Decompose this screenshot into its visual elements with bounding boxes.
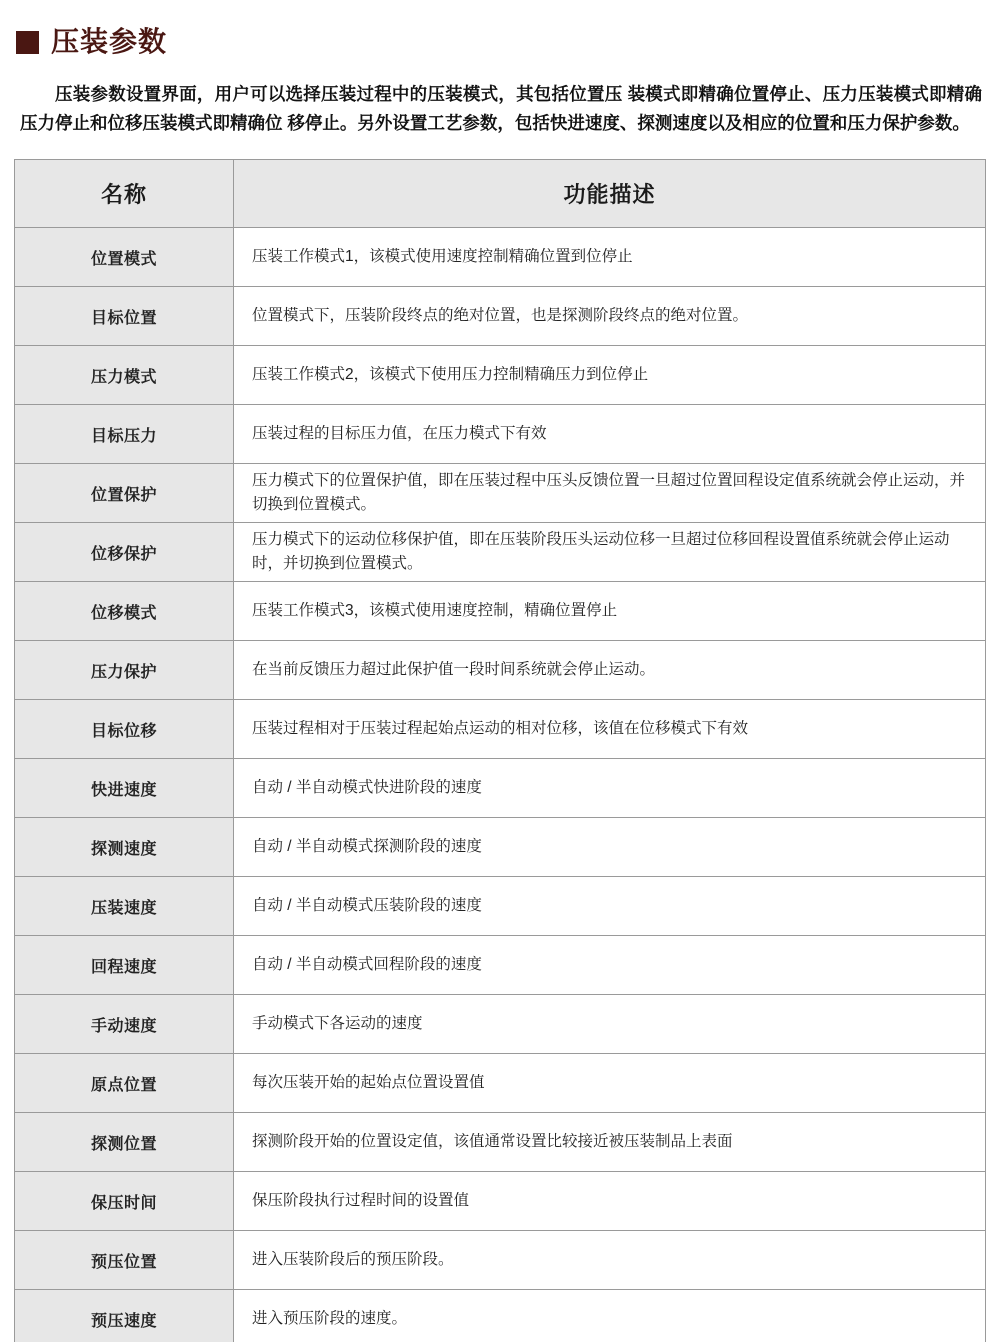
page-title: 压装参数 xyxy=(51,26,168,57)
square-bullet-icon xyxy=(16,31,39,54)
table-row xyxy=(15,228,986,287)
param-description-cell: 压力模式下的位置保护值，即在压装过程中压头反馈位置一旦超过位置回程设定值系统就会停止运动，并切换到位置模式。 xyxy=(234,464,986,523)
param-description-cell: 在当前反馈压力超过此保护值一段时间系统就会停止运动。 xyxy=(234,641,986,700)
param-name-cell: 手动速度 xyxy=(15,995,234,1054)
param-description-cell: 压力模式下的运动位移保护值，即在压装阶段压头运动位移一旦超过位移回程设置值系统就会停止运动时，并切换到位置模式。 xyxy=(234,523,986,582)
param-description-cell: 压装过程的目标压力值，在压力模式下有效 xyxy=(234,405,986,464)
param-description-cell: 进入压装阶段后的预压阶段。 xyxy=(234,1231,986,1290)
param-description-cell: 每次压装开始的起始点位置设置值 xyxy=(234,1054,986,1113)
param-description-cell: 压装工作模式1，该模式使用速度控制精确位置到位停止 xyxy=(234,228,986,287)
param-description-cell: 自动 / 半自动模式快进阶段的速度 xyxy=(234,759,986,818)
table-row xyxy=(15,464,986,523)
parameters-table xyxy=(14,159,986,1342)
param-name-cell: 位移模式 xyxy=(15,582,234,641)
intro-paragraph: 压装参数设置界面，用户可以选择压装过程中的压装模式，其包括位置压 装模式即精确位置停止、压力压装模式即精确压力停止和位移压装模式即精确位 移停止。另外设置工艺参数，包括快进速度、探测速度以及相应的位置和压力保护参数。 xyxy=(20,84,982,133)
param-name-cell: 位置保护 xyxy=(15,464,234,523)
param-name-cell: 位移保护 xyxy=(15,523,234,582)
column-header-name: 名称 xyxy=(15,160,234,228)
param-description-cell: 进入预压阶段的速度。 xyxy=(234,1290,986,1342)
param-description-cell: 自动 / 半自动模式探测阶段的速度 xyxy=(234,818,986,877)
column-header-description: 功能描述 xyxy=(234,160,986,228)
param-name-cell: 压装速度 xyxy=(15,877,234,936)
table-row xyxy=(15,582,986,641)
table-row xyxy=(15,523,986,582)
section-title xyxy=(16,28,986,56)
table-row xyxy=(15,877,986,936)
param-name-cell: 目标位移 xyxy=(15,700,234,759)
param-description-cell: 压装过程相对于压装过程起始点运动的相对位移，该值在位移模式下有效 xyxy=(234,700,986,759)
param-name-cell: 预压位置 xyxy=(15,1231,234,1290)
param-name-cell: 快进速度 xyxy=(15,759,234,818)
param-name-cell: 压力保护 xyxy=(15,641,234,700)
table-row xyxy=(15,1054,986,1113)
table-row xyxy=(15,1113,986,1172)
param-description-cell: 保压阶段执行过程时间的设置值 xyxy=(234,1172,986,1231)
table-row xyxy=(15,1290,986,1342)
param-name-cell: 位置模式 xyxy=(15,228,234,287)
table-row xyxy=(15,759,986,818)
param-name-cell: 原点位置 xyxy=(15,1054,234,1113)
param-name-cell: 探测速度 xyxy=(15,818,234,877)
param-description-cell: 自动 / 半自动模式压装阶段的速度 xyxy=(234,877,986,936)
param-description-cell: 自动 / 半自动模式回程阶段的速度 xyxy=(234,936,986,995)
param-description-cell: 位置模式下，压装阶段终点的绝对位置，也是探测阶段终点的绝对位置。 xyxy=(234,287,986,346)
table-row xyxy=(15,641,986,700)
table-row xyxy=(15,1231,986,1290)
param-description-cell: 压装工作模式3，该模式使用速度控制，精确位置停止 xyxy=(234,582,986,641)
table-header-row xyxy=(15,160,986,228)
param-description-cell: 探测阶段开始的位置设定值，该值通常设置比较接近被压装制品上表面 xyxy=(234,1113,986,1172)
param-name-cell: 目标位置 xyxy=(15,287,234,346)
param-name-cell: 压力模式 xyxy=(15,346,234,405)
table-row xyxy=(15,995,986,1054)
param-name-cell: 探测位置 xyxy=(15,1113,234,1172)
param-name-cell: 回程速度 xyxy=(15,936,234,995)
table-row xyxy=(15,287,986,346)
table-row xyxy=(15,405,986,464)
param-name-cell: 预压速度 xyxy=(15,1290,234,1342)
table-row xyxy=(15,1172,986,1231)
param-name-cell: 目标压力 xyxy=(15,405,234,464)
table-row xyxy=(15,346,986,405)
table-row xyxy=(15,818,986,877)
param-name-cell: 保压时间 xyxy=(15,1172,234,1231)
param-description-cell: 压装工作模式2，该模式下使用压力控制精确压力到位停止 xyxy=(234,346,986,405)
param-description-cell: 手动模式下各运动的速度 xyxy=(234,995,986,1054)
table-row xyxy=(15,936,986,995)
table-row xyxy=(15,700,986,759)
